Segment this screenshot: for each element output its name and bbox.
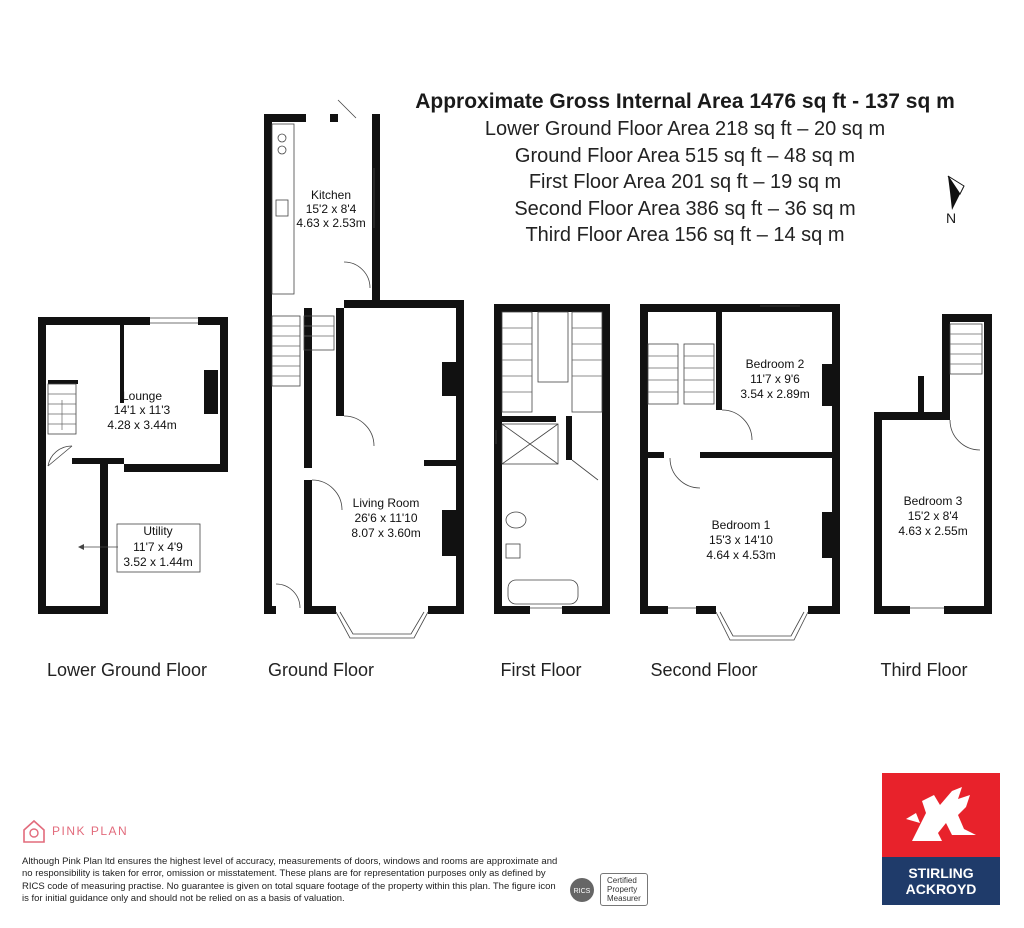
- pink-plan-logo: [22, 818, 128, 844]
- lounge-imperial: 14'1 x 11'3: [113, 403, 171, 417]
- pink-plan-house-icon: [22, 818, 46, 844]
- rics-line2: Property: [607, 885, 638, 894]
- rics-icon-text: RICS: [573, 887, 591, 895]
- bedroom2-metric: 3.54 x 2.89m: [740, 387, 810, 401]
- utility-name: Utility: [143, 524, 173, 538]
- bedroom1-name: Bedroom 1: [711, 518, 771, 532]
- bedroom3-metric: 4.63 x 2.55m: [898, 524, 968, 538]
- ground-floor-plan: [264, 100, 464, 638]
- rics-icon: [568, 876, 596, 904]
- floor-label-second: Second Floor: [650, 660, 758, 680]
- area-lower-ground: Lower Ground Floor Area 218 sq ft – 20 sq m: [484, 118, 886, 140]
- lounge-metric: 4.28 x 3.44m: [107, 418, 177, 432]
- bedroom2-name: Bedroom 2: [745, 357, 805, 371]
- rics-line1: Certified: [607, 876, 637, 885]
- living-room-name: Living Room: [352, 496, 420, 510]
- area-second: Second Floor Area 386 sq ft – 36 sq m: [514, 197, 856, 220]
- rics-certified-text: [600, 873, 648, 906]
- third-floor-plan: [874, 314, 992, 614]
- pink-plan-text: PINK PLAN: [52, 824, 129, 838]
- stirling-ackroyd-name: [882, 857, 1000, 905]
- bedroom1-metric: 4.64 x 4.53m: [706, 548, 776, 562]
- rics-badge: [568, 873, 648, 906]
- second-floor-plan: [640, 304, 840, 640]
- first-floor-plan: [494, 304, 610, 614]
- area-first: First Floor Area 201 sq ft – 19 sq m: [528, 171, 842, 193]
- second-stairs: [648, 344, 714, 404]
- bedroom3-name: Bedroom 3: [903, 494, 963, 508]
- disclaimer-text: Although Pink Plan ltd ensures the highest level of accuracy, measurements of doors, windows and rooms are approximate and no responsibility is taken for error, omission or misstatement. These plans are for representation purposes only as defined by RICS code of measuring practise. No guarantee is given on total square footage of the property within this plan. The figure icon is for initial guidance only and should not be relied on as a basis of valuation.: [22, 856, 558, 904]
- floor-label-third: Third Floor: [880, 660, 968, 680]
- lower-ground-stairs: [48, 384, 76, 434]
- kitchen-metric: 4.63 x 2.53m: [296, 216, 366, 230]
- bedroom1-imperial: 15'3 x 14'10: [709, 533, 773, 547]
- gross-area-title: Approximate Gross Internal Area 1476 sq ft - 137 sq m: [415, 90, 955, 113]
- bedroom2-imperial: 11'7 x 9'6: [750, 372, 800, 386]
- ackroyd-text: ACKROYD: [905, 881, 977, 897]
- bedroom3-imperial: 15'2 x 8'4: [907, 509, 959, 523]
- area-ground: Ground Floor Area 515 sq ft – 48 sq m: [514, 144, 856, 167]
- first-stairs: [502, 312, 602, 412]
- kitchen-name: Kitchen: [310, 188, 352, 202]
- rics-line3: Measurer: [607, 894, 641, 903]
- lower-ground-floor-plan: [38, 317, 228, 614]
- area-third: Third Floor Area 156 sq ft – 14 sq m: [525, 224, 845, 246]
- floor-label-ground: Ground Floor: [267, 660, 375, 680]
- ground-stairs: [272, 316, 334, 386]
- floor-label-lower-ground: Lower Ground Floor: [46, 660, 208, 680]
- floor-label-first: First Floor: [500, 660, 582, 680]
- floor-labels: [47, 660, 968, 680]
- north-label: N: [946, 210, 957, 226]
- living-room-imperial: 26'6 x 11'10: [354, 511, 418, 525]
- griffin-icon: [882, 773, 1000, 857]
- stirling-ackroyd-logo: [882, 773, 1000, 905]
- utility-metric: 3.52 x 1.44m: [123, 555, 193, 569]
- lounge-name: Lounge: [121, 389, 163, 403]
- living-room-metric: 8.07 x 3.60m: [351, 526, 421, 540]
- stirling-text: STIRLING: [908, 865, 974, 881]
- utility-imperial: 11'7 x 4'9: [133, 540, 183, 554]
- third-stairs: [950, 324, 982, 374]
- kitchen-imperial: 15'2 x 8'4: [305, 202, 357, 216]
